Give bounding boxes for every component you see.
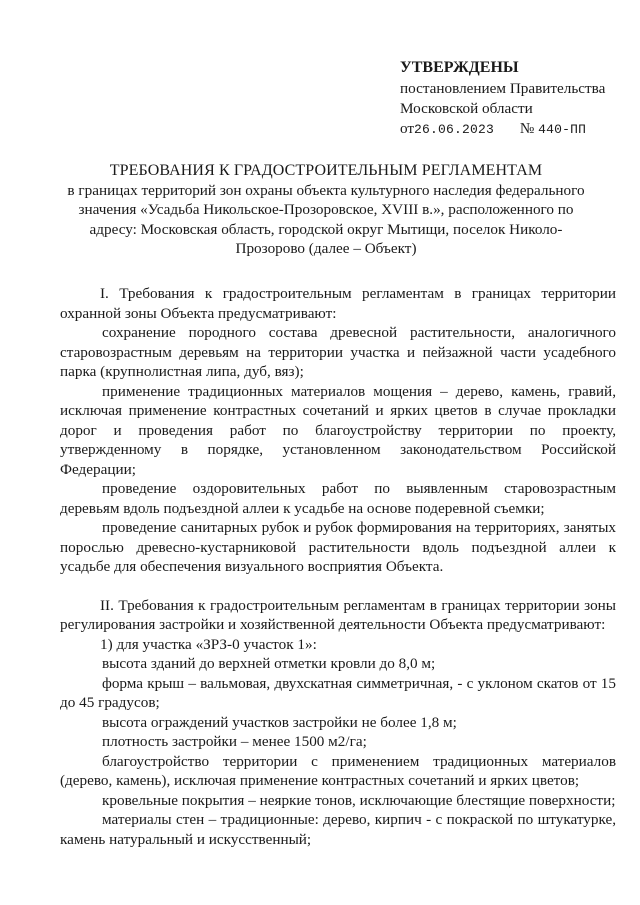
section-2-item: плотность застройки – менее 1500 м2/га; (102, 733, 367, 750)
document-subtitle: в границах территорий зон охраны объекта культурного наследия федерального значения «Усадьба Никольское-Прозоровское, XVIII в.», расположенного по адресу: Московская область, городской округ Мытищи, поселок Николо-Прозорово (далее – Объект) (67, 181, 585, 257)
section-1-heading: I. Требования к градостроительным регламентам в границах территории охранной зоны Объекта предусматривают: (60, 285, 616, 322)
section-2-item: высота ограждений участков застройки не более 1,8 м; (102, 713, 457, 731)
section-2-item: форма крыш – вальмовая, двухскатная симметричная, - с уклоном скатов от 15 до 45 градусов; (60, 674, 616, 711)
section-2-heading: II. Требования к градостроительным регламентам в границах территории зоны регулирования застройки и хозяйственной деятельности Объекта предусматривают: (60, 596, 616, 633)
section-spacer (60, 577, 616, 596)
approval-line-2: Московской области (400, 100, 533, 117)
section-1-item: сохранение породного состава древесной растительности, аналогичного старовозрастным деревьям на территории участка и пейзажной части усадебного парка (крупнолистная липа, дуб, вяз); (60, 324, 616, 380)
approval-number-label: № (519, 120, 535, 137)
approval-heading: УТВЕРЖДЕНЫ (400, 59, 519, 76)
approval-number: 440-ПП (538, 122, 587, 137)
approval-line-1: постановлением Правительства (400, 80, 606, 97)
section-2-item: высота зданий до верхней отметки кровли до 8,0 м; (102, 655, 436, 672)
approval-date-row (400, 119, 630, 140)
section-2-item: материалы стен – традиционные: дерево, кирпич - с покраской по штукатурке, камень натуральный и искусственный; (60, 811, 616, 848)
approval-date-prefix: от (400, 120, 415, 137)
document-title: ТРЕБОВАНИЯ К ГРАДОСТРОИТЕЛЬНЫМ РЕГЛАМЕНТАМ (109, 162, 543, 179)
document-title-block (56, 161, 596, 259)
section-2-item: благоустройство территории с применением традиционных материалов (дерево, камень), исключая применение контрастных сочетаний и ярких цветов; (60, 752, 616, 789)
section-2-subheading: 1) для участка «ЗРЗ-0 участок 1»: (100, 635, 317, 653)
section-1-item: проведение санитарных рубок и рубок формирования на территориях, занятых порослью древесно-кустарниковой растительности вдоль подъездной аллеи к усадьбе для обеспечения визуального восприятия Объекта. (60, 519, 616, 575)
section-1-item: проведение оздоровительных работ по выявленным старовозрастным деревьям вдоль подъездной аллеи к усадьбе на основе подеревной съемки; (60, 480, 616, 517)
document-body (60, 284, 616, 849)
section-1-item: применение традиционных материалов мощения – дерево, камень, гравий, исключая применение контрастных сочетаний и ярких цветов в случае прокладки дорог и проведения работ по благоустройству территории по проекту, утвержденному в порядке, установленном законодательством Российской Федерации; (60, 382, 616, 478)
approval-date: 26.06.2023 (414, 122, 495, 137)
approval-block (400, 58, 630, 140)
section-2-item: кровельные покрытия – неяркие тонов, исключающие блестящие поверхности; (102, 791, 616, 809)
